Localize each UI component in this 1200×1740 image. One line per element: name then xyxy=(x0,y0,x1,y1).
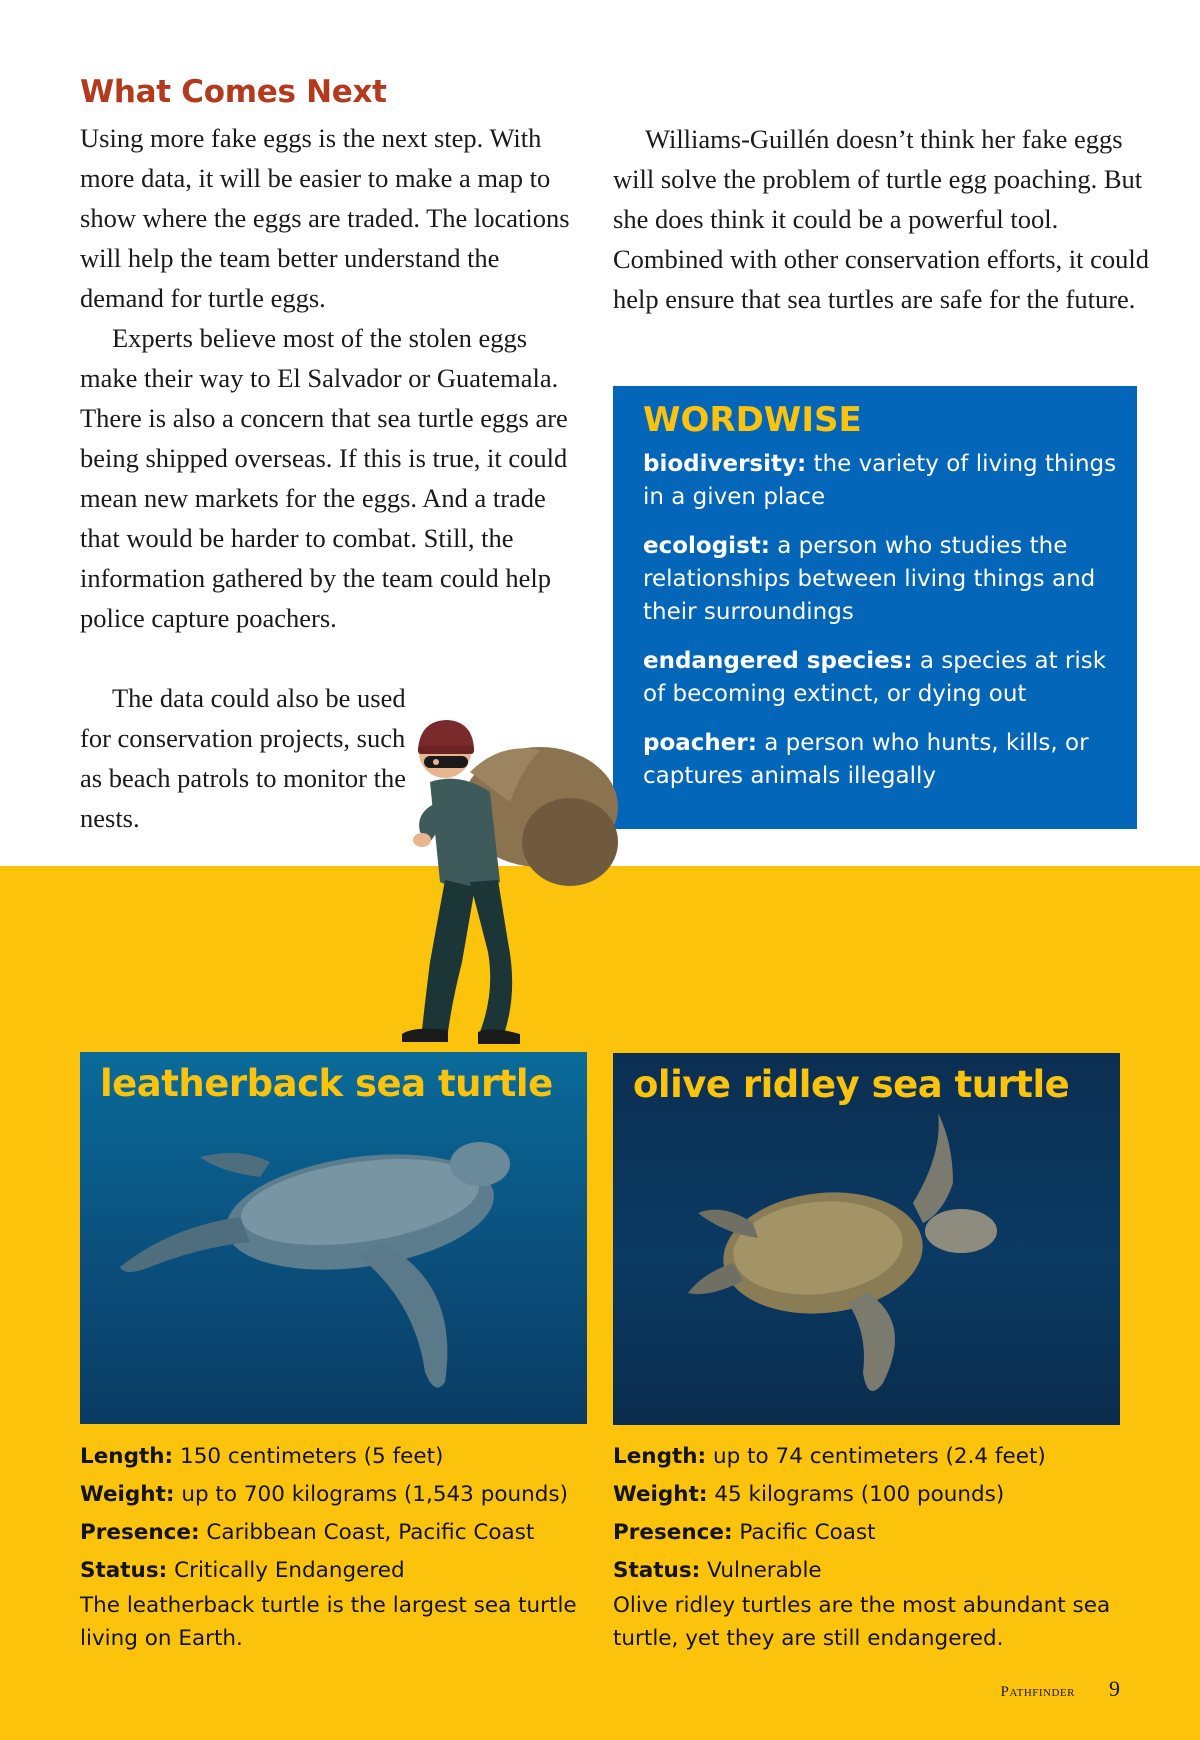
fact-weight xyxy=(613,1478,1133,1511)
fact-length xyxy=(613,1440,1133,1473)
paragraph: Experts believe most of the stolen eggs make their way to El Salvador or Guatemala. There is also a concern that sea turtle eggs are being shipped overseas. If this is true, it could mean new markets for the eggs. And a trade that would be harder to combat. Still, the information gathered by the team could help police capture poachers. xyxy=(80,323,568,633)
fact-label: Status: xyxy=(613,1558,701,1583)
fact-presence xyxy=(80,1516,600,1549)
fact-label: Length: xyxy=(613,1444,707,1469)
fact-value: up to 700 kilograms (1,543 pounds) xyxy=(181,1482,568,1507)
magazine-name: Pathfinder xyxy=(1000,1684,1075,1700)
olive-ridley-facts xyxy=(613,1440,1133,1655)
glossary-term: biodiversity: xyxy=(643,451,807,477)
fact-label: Presence: xyxy=(80,1520,200,1545)
right-column-text xyxy=(613,119,1153,319)
fact-value: 150 centimeters (5 feet) xyxy=(180,1444,444,1469)
left-column-final-text xyxy=(80,678,420,838)
glossary-definition: the variety of living things in a given place xyxy=(643,451,1117,510)
section-heading: What Comes Next xyxy=(80,74,387,110)
paragraph: The data could also be used for conservation projects, such as beach patrols to monitor the nests. xyxy=(80,683,407,833)
glossary-entry xyxy=(643,645,1117,711)
glossary-entry xyxy=(643,530,1117,629)
olive-ridley-turtle-image xyxy=(613,1053,1120,1425)
glossary-term: poacher: xyxy=(643,730,757,756)
glossary-definition: a species at risk of becoming extinct, or dying out xyxy=(643,648,1107,707)
fact-length xyxy=(80,1440,600,1473)
left-column-text xyxy=(80,118,580,638)
fact-note: Olive ridley turtles are the most abundant sea turtle, yet they are still endangered. xyxy=(613,1593,1111,1651)
page-footer xyxy=(1001,1676,1120,1702)
fact-label: Weight: xyxy=(613,1482,708,1507)
page-number: 9 xyxy=(1109,1676,1120,1701)
fact-value: 45 kilograms (100 pounds) xyxy=(714,1482,1005,1507)
fact-presence xyxy=(613,1516,1133,1549)
fact-label: Length: xyxy=(80,1444,174,1469)
fact-label: Presence: xyxy=(613,1520,733,1545)
leatherback-turtle-image xyxy=(80,1052,587,1424)
glossary-entry xyxy=(643,727,1117,793)
glossary-definition: a person who studies the relationships between living things and their surroundings xyxy=(643,533,1096,625)
leatherback-photo-card xyxy=(80,1052,587,1424)
fact-status xyxy=(80,1554,600,1587)
fact-label: Status: xyxy=(80,1558,168,1583)
poacher-illustration xyxy=(400,712,630,1052)
leatherback-facts xyxy=(80,1440,600,1655)
glossary-entry xyxy=(643,448,1117,514)
glossary-definition: a person who hunts, kills, or captures animals illegally xyxy=(643,730,1089,789)
paragraph: Using more fake eggs is the next step. With more data, it will be easier to make a map to show where the eggs are traded. The locations will help the team better understand the demand for turtle eggs. xyxy=(80,123,570,313)
fact-status xyxy=(613,1554,1133,1587)
fact-weight xyxy=(80,1478,600,1511)
fact-note: The leatherback turtle is the largest sea turtle living on Earth. xyxy=(80,1593,577,1651)
glossary-term: endangered species: xyxy=(643,648,913,674)
leatherback-title: leatherback sea turtle xyxy=(100,1062,553,1105)
fact-label: Weight: xyxy=(80,1482,175,1507)
fact-value: Critically Endangered xyxy=(174,1558,405,1583)
fact-value: Vulnerable xyxy=(707,1558,822,1583)
olive-ridley-title: olive ridley sea turtle xyxy=(633,1063,1070,1106)
fact-value: up to 74 centimeters (2.4 feet) xyxy=(713,1444,1046,1469)
wordwise-glossary-box xyxy=(613,386,1137,829)
paragraph: Williams-Guillén doesn’t think her fake eggs will solve the problem of turtle egg poaching. But she does think it could be a powerful tool. Combined with other conservation efforts, it could help ensure that sea turtles are safe for the future. xyxy=(613,124,1150,314)
wordwise-title: WORDWISE xyxy=(643,400,862,440)
fact-value: Caribbean Coast, Pacific Coast xyxy=(206,1520,535,1545)
glossary-term: ecologist: xyxy=(643,533,770,559)
fact-value: Pacific Coast xyxy=(739,1520,876,1545)
olive-ridley-photo-card xyxy=(613,1053,1120,1425)
